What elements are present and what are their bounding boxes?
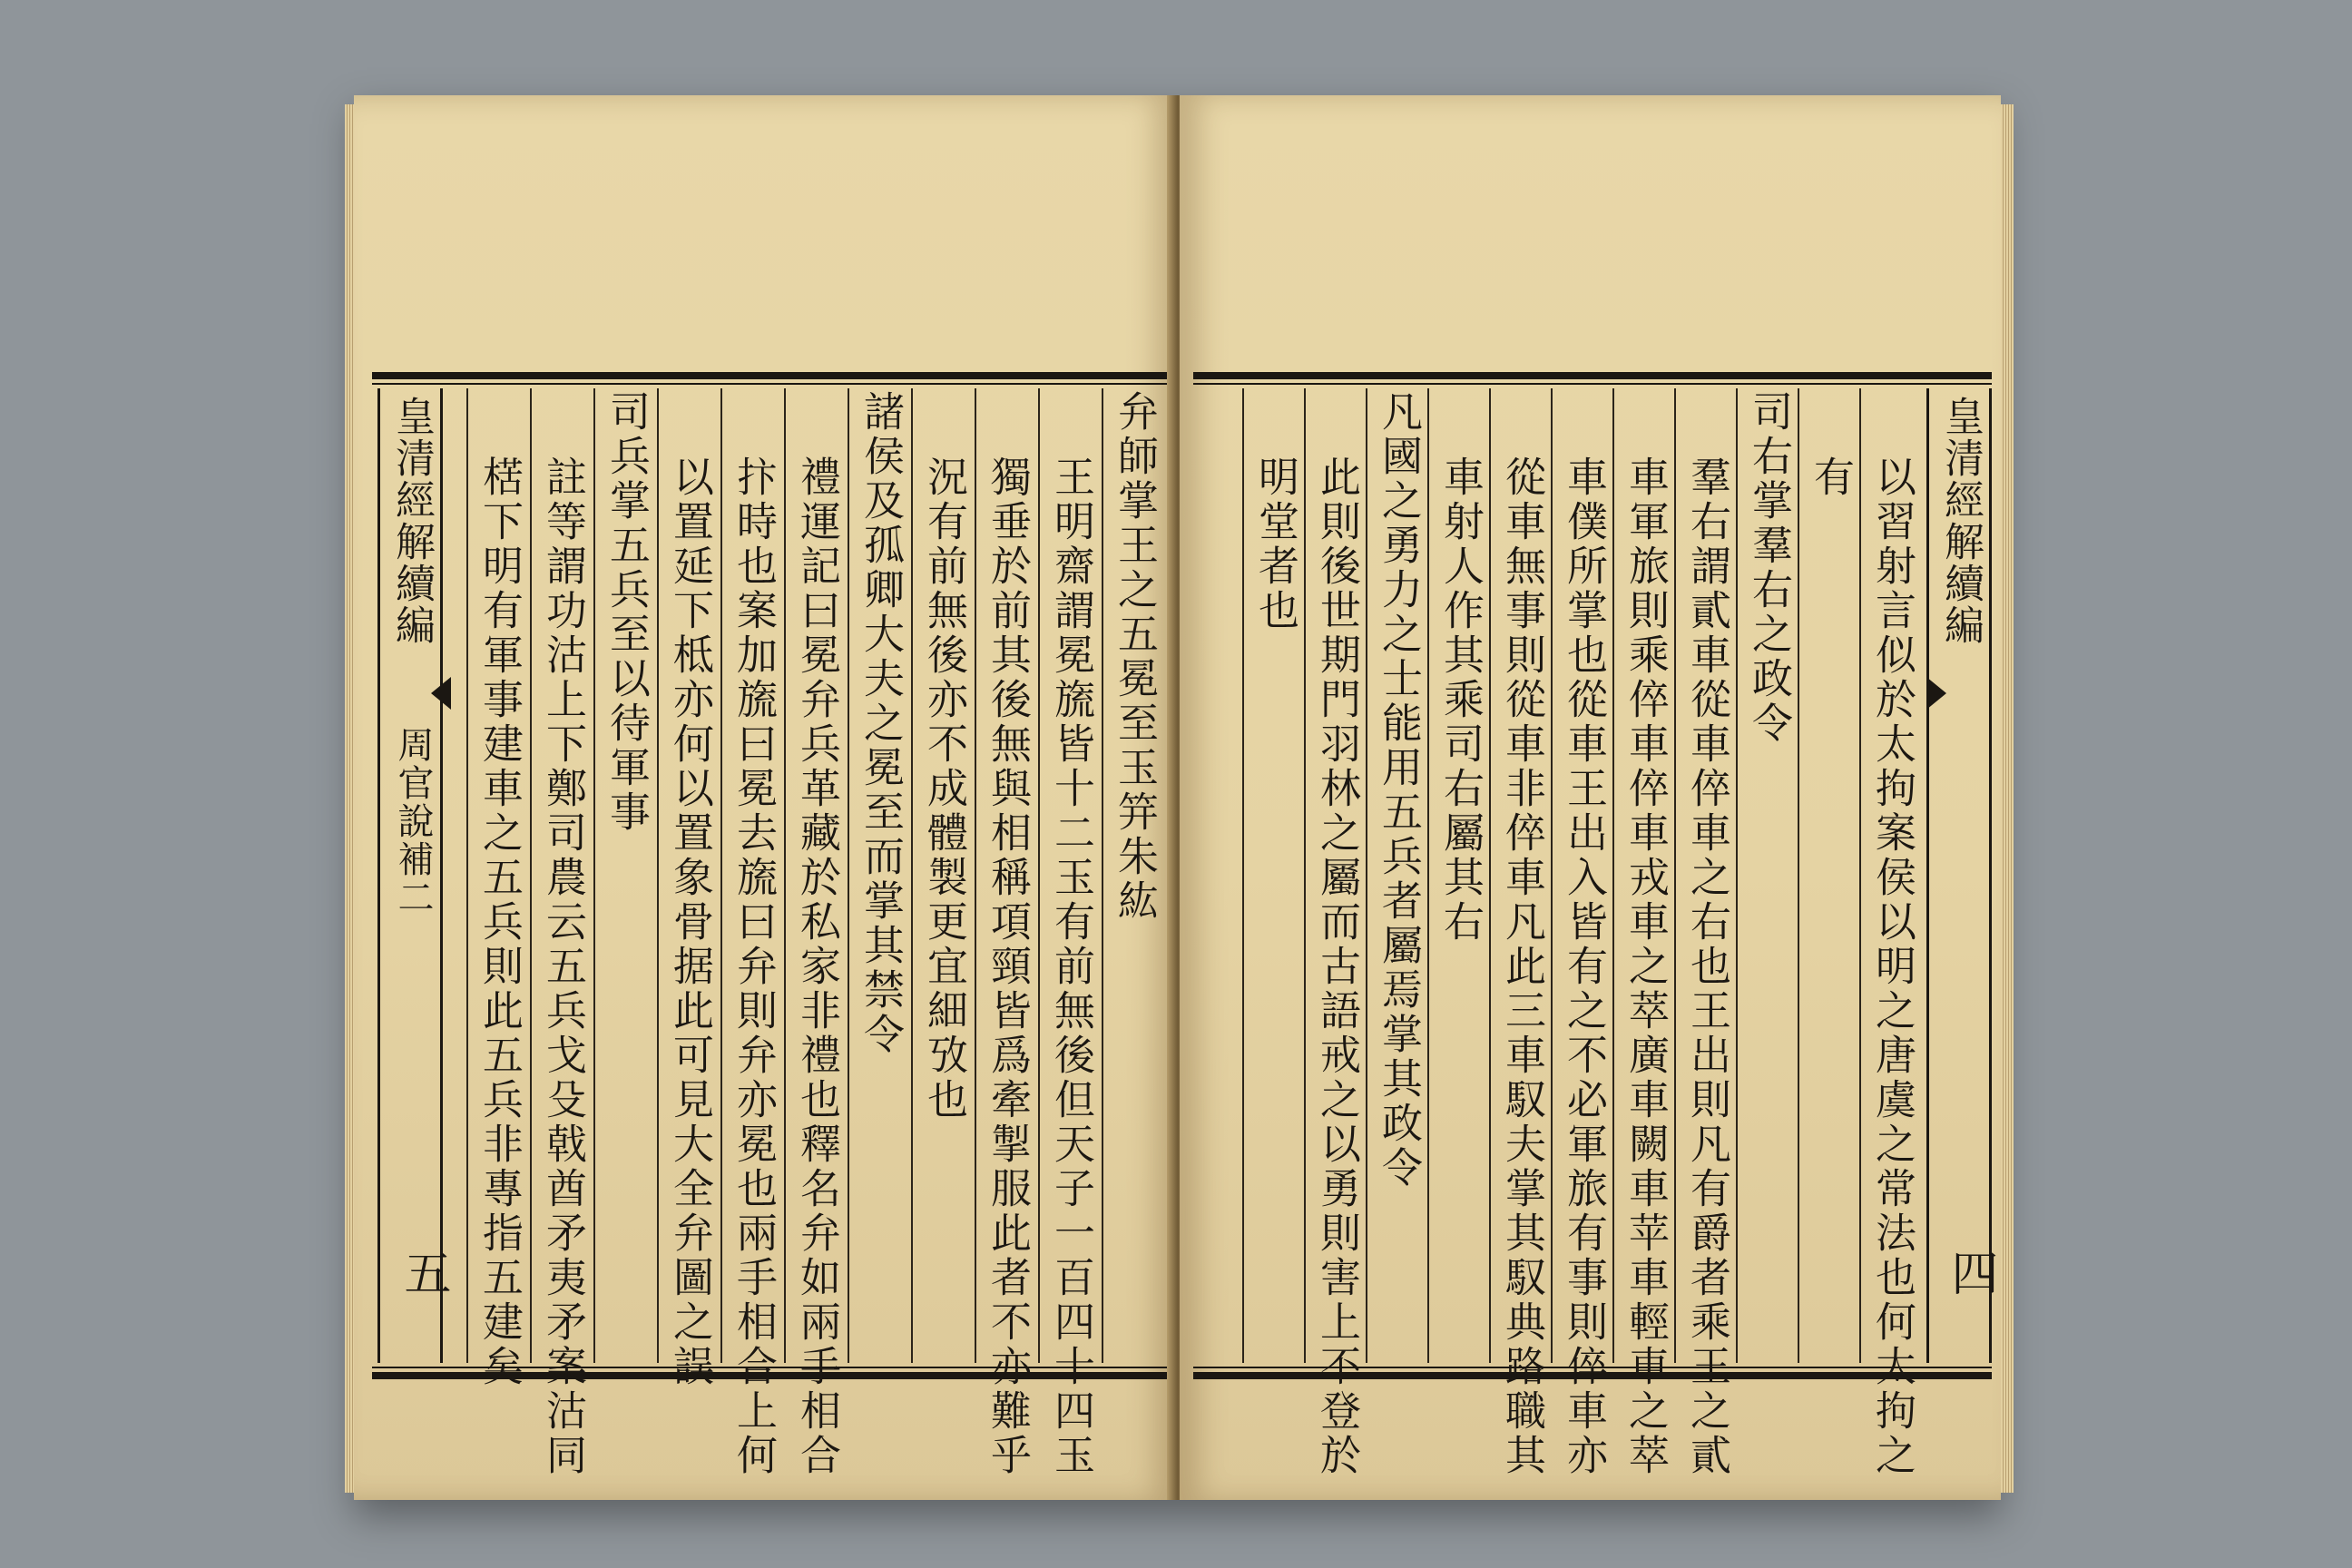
left-banxin [377,388,450,1363]
right-page-text-column: 有 [1807,456,1855,500]
right-page-text-column: 司右掌羣右之政令 [1745,390,1793,746]
fish-tail-mark [431,677,451,710]
column-rule [530,388,532,1363]
column-rule [1038,388,1040,1363]
right-page-text-column: 此則後世期門羽林之屬而古語戒之以勇則害上不登於 [1313,456,1361,1478]
left-page-text-column: 諸侯及孤卿大夫之冕至而掌其禁令 [857,390,905,1057]
right-page-text-column: 車軍旅則乘倅車倅車戎車之萃廣車闕車苹車輕車之萃 [1622,456,1670,1478]
right-page [1180,95,2001,1500]
column-rule [1736,388,1738,1363]
column-rule [1366,388,1367,1363]
left-page-text-column: 獨垂於前其後無與相稱項頸皆爲牽掣服此者不亦難乎 [984,456,1032,1478]
left-page-text-column: 抃時也案加旒曰冕去旒曰弁則弁亦冕也兩手相合上何 [730,456,778,1478]
column-rule [1551,388,1553,1363]
column-rule [975,388,976,1363]
left-page [354,95,1175,1500]
right-header-title: 皇清經解續編 [1937,396,1984,646]
left-page-text-column: 司兵掌五兵至以待軍事 [603,390,651,835]
right-text-frame [1193,372,1997,1478]
column-rule [593,388,595,1363]
column-rule [1242,388,1244,1363]
right-page-text-column: 凡國之勇力之士能用五兵者屬焉掌其政令 [1375,390,1423,1191]
column-rule [466,388,468,1363]
right-page-text-column: 明堂者也 [1251,456,1299,633]
column-rule [1859,388,1861,1363]
column-rule [784,388,786,1363]
column-rule [848,388,849,1363]
column-rule [1674,388,1676,1363]
right-page-text-column: 從車無事則從車非倅車凡此三車馭夫掌其馭典路職其 [1498,456,1546,1478]
column-rule [1612,388,1614,1363]
left-text-frame [372,372,1171,1478]
column-rule [1427,388,1429,1363]
right-page-text-column: 車僕所掌也從車王出入皆有之不必軍旅有事則倅車亦 [1560,456,1608,1478]
column-rule [1102,388,1103,1363]
left-page-text-column: 以置延下柢亦何以置象骨据此可見大全弁圖之誤 [666,456,714,1389]
column-rule [720,388,722,1363]
right-page-text-column: 羣右謂貳車從車倅車之右也王出則凡有爵者乘王之貳 [1683,456,1731,1478]
left-page-text-column: 弁師掌王之五冕至玉笄朱紘 [1111,390,1159,924]
left-page-text-column: 況有前無後亦不成體製更宜細攷也 [920,456,968,1122]
left-page-text-column: 王明齋謂冕旒皆十二玉有前無後但天子一百四十四玉 [1047,456,1095,1478]
left-page-text-column: 楛下明有軍事建車之五兵則此五兵非專指五建矣 [475,456,524,1389]
column-rule [1489,388,1491,1363]
column-rule [657,388,659,1363]
right-page-text-column: 以習射言似於太拘案侯以明之唐虞之常法也何太拘之 [1868,456,1916,1478]
column-rule [1304,388,1306,1363]
column-rule [1798,388,1799,1363]
column-rule [911,388,913,1363]
fish-tail-mark [1926,677,1946,710]
left-page-number: 五 [396,1249,450,1296]
left-page-text-column: 禮運記曰冕弁兵革藏於私家非禮也釋名弁如兩手相合 [793,456,841,1478]
right-page-number: 四 [1943,1249,1997,1296]
right-banxin [1926,388,1997,1363]
right-page-text-column: 車射人作其乘司右屬其右 [1436,456,1485,945]
left-page-edge [345,104,354,1493]
left-page-text-column: 註等謂功沽上下鄭司農云五兵戈殳戟酋矛夷矛案沽同 [539,456,587,1478]
open-book [354,95,2001,1500]
left-header-title: 皇清經解續編 [388,396,435,646]
left-section-label: 周官說補二 [392,726,434,916]
